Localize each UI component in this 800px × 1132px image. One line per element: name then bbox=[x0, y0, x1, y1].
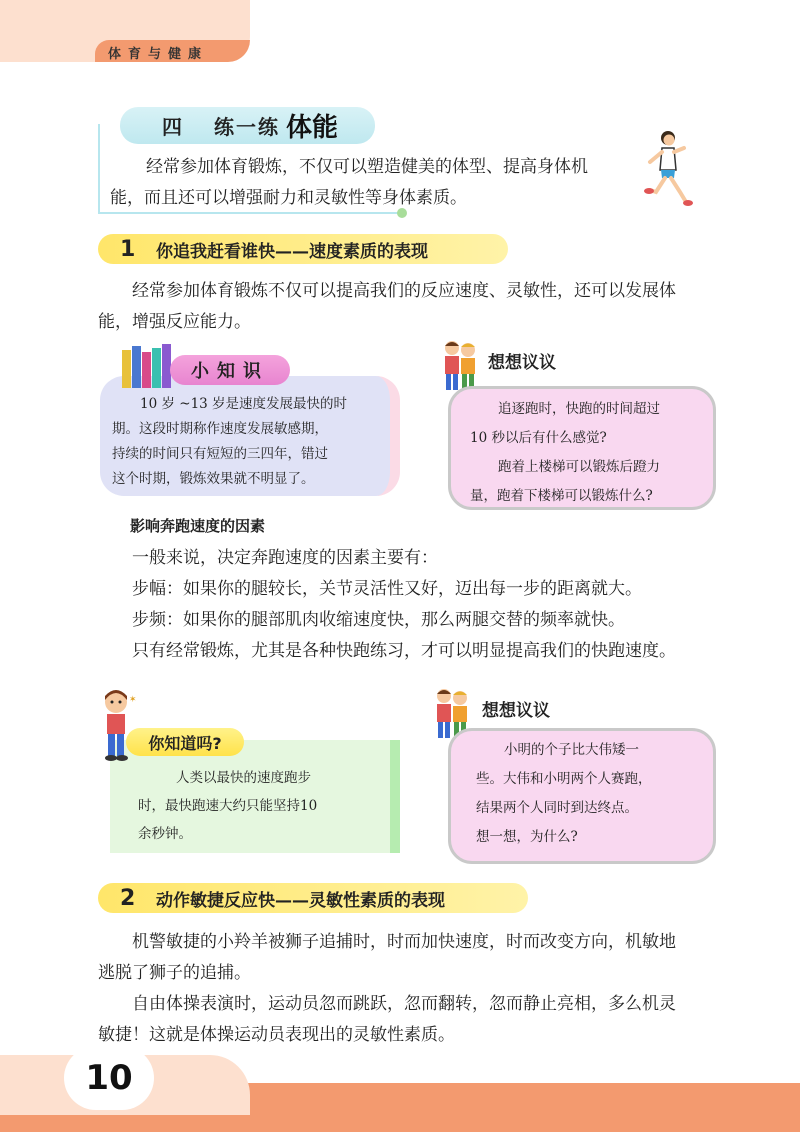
paragraph-line: 能，增强反应能力。 bbox=[98, 312, 251, 332]
section-intro bbox=[146, 152, 616, 183]
discuss-line: 跑着上楼梯可以锻炼后蹬力 bbox=[498, 459, 660, 475]
paragraph-line: 敏捷！这就是体操运动员表现出的灵敏性素质。 bbox=[98, 1025, 455, 1045]
section-intro-line: 能，而且还可以增强耐力和灵敏性等身体素质。 bbox=[110, 188, 467, 208]
discuss-line: 结果两个人同时到达终点。 bbox=[476, 800, 638, 816]
subsection-1-title: 你追我赶看谁快——速度素质的表现 bbox=[156, 241, 428, 262]
discuss-line: 小明的个子比大伟矮一 bbox=[504, 742, 639, 758]
factors-line: 一般来说，决定奔跑速度的因素主要有： bbox=[132, 548, 438, 568]
discuss-line: 想一想，为什么? bbox=[476, 829, 578, 845]
section-title-pill bbox=[120, 107, 375, 144]
section-intro-line: 经常参加体育锻炼，不仅可以塑造健美的体型、提高身体机 bbox=[146, 157, 588, 177]
subsection-2-para-2 bbox=[98, 958, 738, 989]
paragraph-line: 经常参加体育锻炼不仅可以提高我们的反应速度、灵敏性，还可以发展体 bbox=[132, 281, 676, 301]
discuss-2-text bbox=[476, 736, 706, 852]
subsection-2-para bbox=[132, 927, 772, 958]
discuss-2-title: 想想议议 bbox=[482, 701, 550, 721]
knowledge-line: 10 岁 ~13 岁是速度发展最快的时 bbox=[140, 396, 348, 412]
did-you-know-text bbox=[138, 764, 378, 848]
section-title-main: 练一练 bbox=[214, 115, 280, 139]
svg-text:✶: ✶ bbox=[129, 695, 137, 705]
section-title-topic: 体能 bbox=[286, 113, 339, 143]
discuss-line: 量，跑着下楼梯可以锻炼什么? bbox=[470, 488, 653, 504]
header-label: 体育与健康 bbox=[108, 47, 209, 62]
discuss-line: 10 秒以后有什么感觉? bbox=[470, 430, 607, 446]
discuss-1-title: 想想议议 bbox=[488, 353, 556, 373]
knowledge-line: 持续的时间只有短短的三四年，错过 bbox=[112, 446, 328, 462]
factors-line: 步频：如果你的腿部肌肉收缩速度快，那么两腿交替的频率就快。 bbox=[132, 610, 625, 630]
factors-heading: 影响奔跑速度的因素 bbox=[130, 517, 266, 535]
subsection-2-title: 动作敏捷反应快——灵敏性素质的表现 bbox=[156, 890, 445, 911]
factors-line: 只有经常锻炼，尤其是各种快跑练习，才可以明显提高我们的快跑速度。 bbox=[132, 641, 676, 661]
did-you-know-line: 人类以最快的速度跑步 bbox=[176, 770, 311, 786]
subsection-2-para-4 bbox=[98, 1020, 738, 1051]
discuss-line: 追逐跑时，快跑的时间超过 bbox=[498, 401, 660, 417]
did-you-know-line: 时，最快跑速大约只能坚持10 bbox=[138, 798, 318, 814]
knowledge-line: 这个时期，锻炼效果就不明显了。 bbox=[112, 471, 315, 487]
boy-icon bbox=[96, 688, 138, 766]
knowledge-title: 小知识 bbox=[170, 355, 290, 385]
factors-line: 步幅：如果你的腿较长，关节灵活性又好，迈出每一步的距离就大。 bbox=[132, 579, 642, 599]
subsection-2-pill bbox=[98, 883, 528, 913]
page-number: 10 bbox=[64, 1046, 154, 1110]
paragraph-line: 逃脱了狮子的追捕。 bbox=[98, 963, 251, 983]
section-number: 四 bbox=[162, 115, 182, 139]
knowledge-text bbox=[112, 392, 382, 492]
paragraph-line: 自由体操表演时，运动员忽而跳跃，忽而翻转，忽而静止亮相，多么机灵 bbox=[132, 994, 676, 1014]
subsection-1-number: 1 bbox=[120, 236, 136, 262]
did-you-know-title: 你知道吗? bbox=[126, 728, 244, 756]
subsection-2-number: 2 bbox=[120, 885, 136, 911]
paragraph-line: 机警敏捷的小羚羊被狮子追捕时，时而加快速度，时而改变方向，机敏地 bbox=[132, 932, 676, 952]
did-you-know-line: 余秒钟。 bbox=[138, 826, 192, 842]
subsection-1-para-2 bbox=[98, 307, 718, 338]
factors-list bbox=[132, 543, 772, 667]
section-intro-2 bbox=[110, 183, 610, 214]
discuss-line: 些。大伟和小明两个人赛跑， bbox=[476, 771, 652, 787]
subsection-1-pill bbox=[98, 234, 508, 264]
subsection-1-para bbox=[132, 276, 752, 307]
runner-icon bbox=[640, 128, 700, 208]
knowledge-line: 期。这段时期称作速度发展敏感期， bbox=[112, 421, 328, 437]
subsection-2-para-3 bbox=[132, 989, 772, 1020]
discuss-1-text bbox=[470, 395, 710, 511]
